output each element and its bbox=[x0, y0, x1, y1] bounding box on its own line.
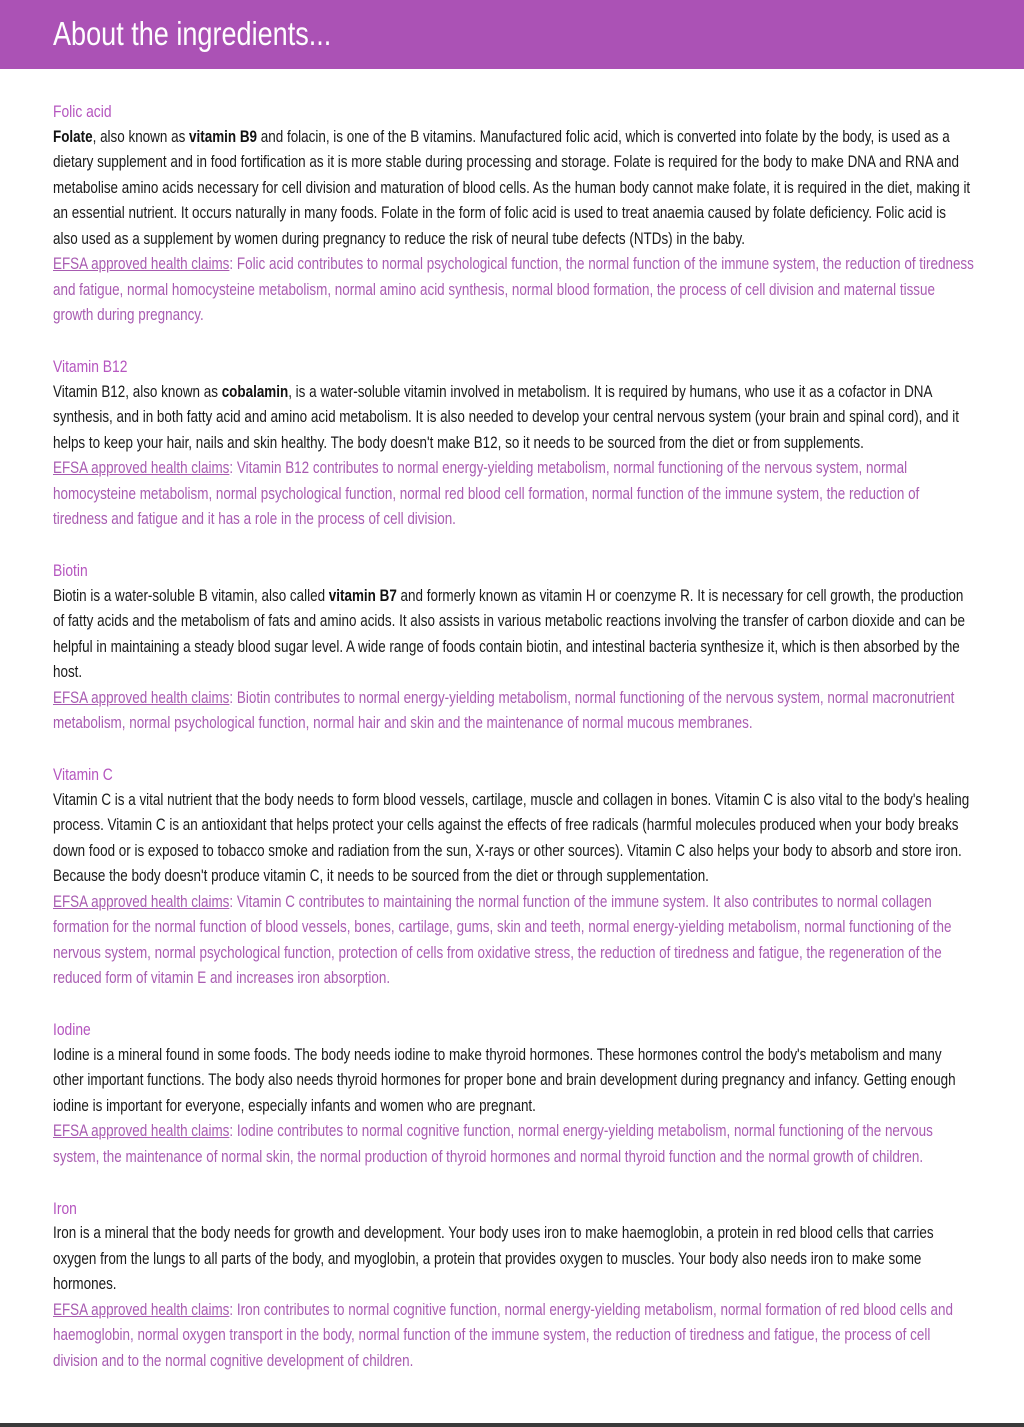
claims-text: : Iodine contributes to normal cognitive function, normal energy-yielding metabolism, normal functioning of the nervous system, the maintenance of normal skin, the normal production of thyroid hormones and normal thyroid function and the normal growth of children. bbox=[53, 1122, 933, 1166]
claims-text: : Folic acid contributes to normal psychological function, the normal function of the immune system, the reduction of tiredness and fatigue, normal homocysteine metabolism, normal amino acid synthesis, normal blood formation, the process of cell division and maternal tissue growth during pregnancy. bbox=[53, 255, 974, 324]
section-title: Folic acid bbox=[53, 102, 112, 121]
description-text: Vitamin B12, also known as bbox=[53, 382, 222, 401]
claims-text: : Vitamin B12 contributes to normal energy-yielding metabolism, normal functioning of the nervous system, normal homocysteine metabolism, normal psychological function, normal red blood cell formation, normal function of the immune system, the reduction of tiredness and fatigue and it has a role in the process of cell division. bbox=[53, 459, 920, 528]
description-text: Biotin is a water-soluble B vitamin, also called bbox=[53, 586, 329, 605]
efsa-claims-link[interactable]: EFSA approved health claims bbox=[53, 459, 230, 477]
section-title: Biotin bbox=[53, 561, 88, 580]
claims-text: : Vitamin C contributes to maintaining the normal function of the immune system. It also contributes to normal collagen formation for the normal function of blood vessels, bones, cartilage, gums, skin and teeth, normal energy-yielding metabolism, normal functioning of the nervous system, normal psychological function, protection of cells from oxidative stress, the reduction of tiredness and fatigue, the regeneration of the reduced form of vitamin E and increases iron absorption. bbox=[53, 892, 952, 987]
description-text: Iodine is a mineral found in some foods. The body needs iodine to make thyroid hormones. These hormones control the body's metabolism and many other important functions. The body also needs thyroid hormones for proper bone and brain development during pregnancy and infancy. Getting enough iodine is important for everyone, especially infants and women who are pregnant. bbox=[53, 1045, 956, 1115]
efsa-claims-link[interactable]: EFSA approved health claims bbox=[53, 1122, 230, 1140]
bold-term: vitamin B9 bbox=[189, 127, 258, 146]
health-claims bbox=[53, 1298, 974, 1375]
ingredients-list bbox=[53, 99, 974, 1400]
description-text: , is a water-soluble vitamin involved in metabolism. It is required by humans, who use it as a cofactor in DNA synthesis, and in both fatty acid and amino acid metabolism. It is also needed to develop your central nervous system (your brain and spinal cord), and it helps to keep your hair, nails and skin healthy. The body doesn't make B12, so it needs to be sourced from the diet or from supplements. bbox=[53, 382, 959, 452]
section-title: Iron bbox=[53, 1198, 77, 1218]
description-text: , also known as bbox=[92, 127, 190, 146]
section-vitamin-c bbox=[53, 762, 974, 992]
section-description bbox=[53, 125, 974, 253]
claims-text: : Biotin contributes to normal energy-yielding metabolism, normal functioning of the nervous system, normal macronutrient metabolism, normal psychological function, normal hair and skin and the maintenance of normal mucous membranes. bbox=[53, 688, 955, 732]
section-description bbox=[53, 584, 974, 686]
health-claims bbox=[53, 890, 974, 992]
bottom-divider bbox=[0, 1423, 1024, 1427]
efsa-claims-link[interactable]: EFSA approved health claims bbox=[53, 892, 230, 911]
efsa-claims-link[interactable]: EFSA approved health claims bbox=[53, 255, 230, 273]
health-claims bbox=[53, 1119, 974, 1170]
description-text: and folacin, is one of the B vitamins. Manufactured folic acid, which is converted into folate by the body, is used as a dietary supplement and in food fortification as it is more stable during processing and storage. Folate is required for the body to make DNA and RNA and metabolise amino acids necessary for cell division and maturation of blood cells. As the human body cannot make folate, it is required in the diet, making it an essential nutrient. It occurs naturally in many foods. Folate in the form of folic acid is used to treat anaemia caused by folate deficiency. Folic acid is also used as a supplement by women during pregnancy to reduce the risk of neural tube defects (NTDs) in the baby. bbox=[53, 127, 971, 248]
section-vitamin-b12 bbox=[53, 354, 974, 533]
bold-term: vitamin B7 bbox=[328, 586, 397, 605]
section-title: Vitamin B12 bbox=[53, 357, 128, 376]
section-title: Iodine bbox=[53, 1020, 91, 1039]
section-description bbox=[53, 1043, 974, 1120]
section-iodine bbox=[53, 1017, 974, 1170]
claims-text: : Iron contributes to normal cognitive function, normal energy-yielding metabolism, normal formation of red blood cells and haemoglobin, normal oxygen transport in the body, normal function of the immune system, the reduction of tiredness and fatigue, the process of cell division and to the normal cognitive development of children. bbox=[53, 1300, 953, 1370]
bold-term: Folate bbox=[53, 127, 93, 146]
bold-term: cobalamin bbox=[221, 382, 289, 401]
page-title: About the ingredients... bbox=[53, 15, 332, 52]
page-header bbox=[0, 0, 1024, 69]
section-iron bbox=[53, 1196, 974, 1375]
description-text: Iron is a mineral that the body needs for growth and development. Your body uses iron to make haemoglobin, a protein in red blood cells that carries oxygen from the lungs to all parts of the body, and myoglobin, a protein that provides oxygen to muscles. Your body also needs iron to make some hormones. bbox=[53, 1224, 934, 1293]
health-claims bbox=[53, 686, 974, 737]
section-biotin bbox=[53, 558, 974, 737]
section-description bbox=[53, 380, 974, 457]
section-title: Vitamin C bbox=[53, 765, 113, 784]
description-text: Vitamin C is a vital nutrient that the body needs to form blood vessels, cartilage, muscle and collagen in bones. Vitamin C is also vital to the body's healing process. Vitamin C is an antioxidant that helps protect your cells against the effects of free radicals (harmful molecules produced when your body breaks down food or is exposed to tobacco smoke and radiation from the sun, X-rays or other sources). Vitamin C also helps your body to absorb and store iron. Because the body doesn't produce vitamin C, it needs to be sourced from the diet or through supplementation. bbox=[53, 790, 970, 885]
health-claims bbox=[53, 456, 974, 533]
efsa-claims-link[interactable]: EFSA approved health claims bbox=[53, 688, 230, 707]
health-claims bbox=[53, 252, 974, 329]
description-text: and formerly known as vitamin H or coenzyme R. It is necessary for cell growth, the production of fatty acids and the metabolism of fats and amino acids. It also assists in various metabolic reactions involving the transfer of carbon dioxide and can be helpful in maintaining a steady blood sugar level. A wide range of foods contain biotin, and intestinal bacteria synthesize it, which is then absorbed by the host. bbox=[53, 586, 965, 681]
section-folic-acid bbox=[53, 99, 974, 329]
efsa-claims-link[interactable]: EFSA approved health claims bbox=[53, 1300, 230, 1319]
section-description bbox=[53, 1221, 974, 1298]
section-description bbox=[53, 788, 974, 890]
